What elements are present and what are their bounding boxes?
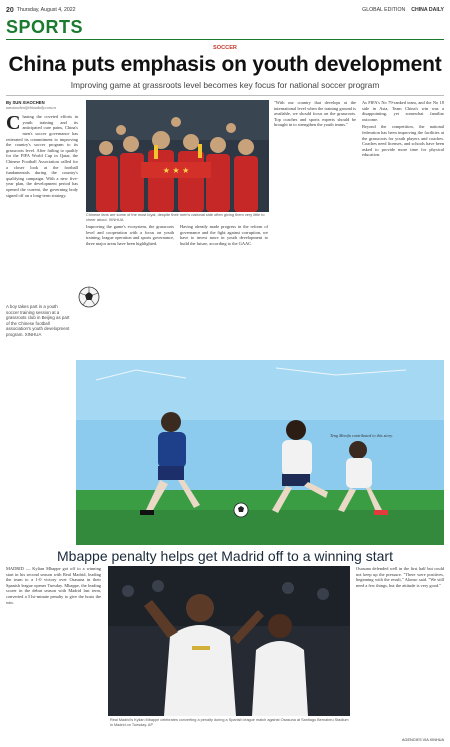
article-column-2 xyxy=(86,224,174,246)
fans-photo-caption: Chinese fans are some of the most loyal, despite their men's national side often giving them very little to cheer about. XINHUA xyxy=(86,212,265,222)
section-title: SPORTS xyxy=(6,17,84,37)
article-column-4 xyxy=(362,100,444,158)
byline: By SUN XIAOCHEN xyxy=(6,100,45,105)
second-article-headline: Mbappe penalty helps get Madrid off to a winning start xyxy=(57,548,393,564)
article-kicker: SOCCER xyxy=(213,45,237,51)
youth-soccer-photo xyxy=(76,360,444,545)
left-photo-caption: A boy takes part in a youth soccer training session at a grassroots club in Beijing as part of the Chinese football association's youth development program. XINHUA xyxy=(6,304,70,337)
svg-text:★ ★ ★: ★ ★ ★ xyxy=(162,166,190,175)
fans-photo xyxy=(86,100,269,212)
second-col4-text: Osasuna defended well in the first half but could not keep up the pressure. "There were positives, beginning with the result," Alonso said. "We still need a few things, but the attitude is very good." xyxy=(356,566,444,588)
masthead-bar xyxy=(6,4,444,16)
agency-credit: AGENCIES VIA XINHUA xyxy=(402,738,444,742)
second-col1-text: MADRID — Kylian Mbappe got off to a winning start in his second season with Real Madrid, leading the team to a 1-0 victory over Osasuna in their Spanish league opener Tuesday. Mbappe, the leading scorer in the debut season with Madrid last term, converted a 51st-minute penalty to give the hosts the win. xyxy=(6,566,101,605)
article-headline: China puts emphasis on youth development xyxy=(8,53,442,76)
section-rule xyxy=(6,39,444,40)
youth-photo-credit: Teng Menifu contributed to this story. xyxy=(330,433,393,438)
article-subheadline: Improving game at grassroots level becomes key focus for national soccer program xyxy=(70,80,380,90)
edition-label: GLOBAL EDITION xyxy=(362,7,406,13)
mbappe-photo-caption: Real Madrid's Kylian Mbappe celebrates converting a penalty during a Spanish league match against Osasuna at Santiago Bernabeu Stadium in Madrid on Tuesday. AP xyxy=(110,718,349,727)
col1-body: hasing the coveted efforts in youth training and its anticipated cure pains, China's men's soccer governance has reiterated its commitment to improving the country's soccer program to its grassroots level. After failing to qualify for the FIFA World Cup in Qatar, the Chinese Football Association called for a closer look at the football fundamentals during the country's qualifying campaign. With a new five-year plan, the development period has opened the current, the governing body signed off on a long-term strategy. xyxy=(6,114,78,198)
newspaper-name: CHINA DAILY xyxy=(411,7,444,13)
author-email[interactable]: sunxiaochen@chinadaily.com.cn xyxy=(6,105,57,110)
page-number: 20 xyxy=(6,6,14,14)
second-article-column-1 xyxy=(6,566,101,605)
article-column-3 xyxy=(180,224,268,246)
col3b-paragraph: "With our country that develops at the international level when the training ground is available, we should focus on the grassroots. Top coaches and sports experts should be brought in to strengthen the youth teams." xyxy=(274,100,356,128)
col2-paragraph-1: Improving the game's ecosystem, the grassroots level and cooperation with a focus on youth training, league operation and sports governance, three major areas have been highlighted. xyxy=(86,224,174,246)
second-article-column-4 xyxy=(356,566,444,588)
col3-paragraph-1: Having already made progress in the reform of governance and the fight against corruption, we have to invest more in youth development to build the future, according to the GAAC. xyxy=(180,224,268,246)
issue-date: Thursday, August 4, 2022 xyxy=(16,7,76,13)
article-column-3b xyxy=(274,100,356,128)
col4-paragraph-2: Beyond the competition, the national federation has been improving the facilities at the grassroots for youth players and coaches. Coaches need licenses, and schools have been asked to provide more time for physical education. xyxy=(362,124,444,158)
headline-rule xyxy=(6,95,444,96)
article-column-1 xyxy=(6,100,78,198)
mbappe-photo xyxy=(108,566,350,716)
soccer-ball-icon xyxy=(78,286,100,308)
col4-paragraph-1: As FIFA's No 79-ranked team, and the No 18 side in Asia, Team China's win was a disappointing, yet somewhat familiar outcome. xyxy=(362,100,444,122)
dropcap: C xyxy=(6,112,21,135)
